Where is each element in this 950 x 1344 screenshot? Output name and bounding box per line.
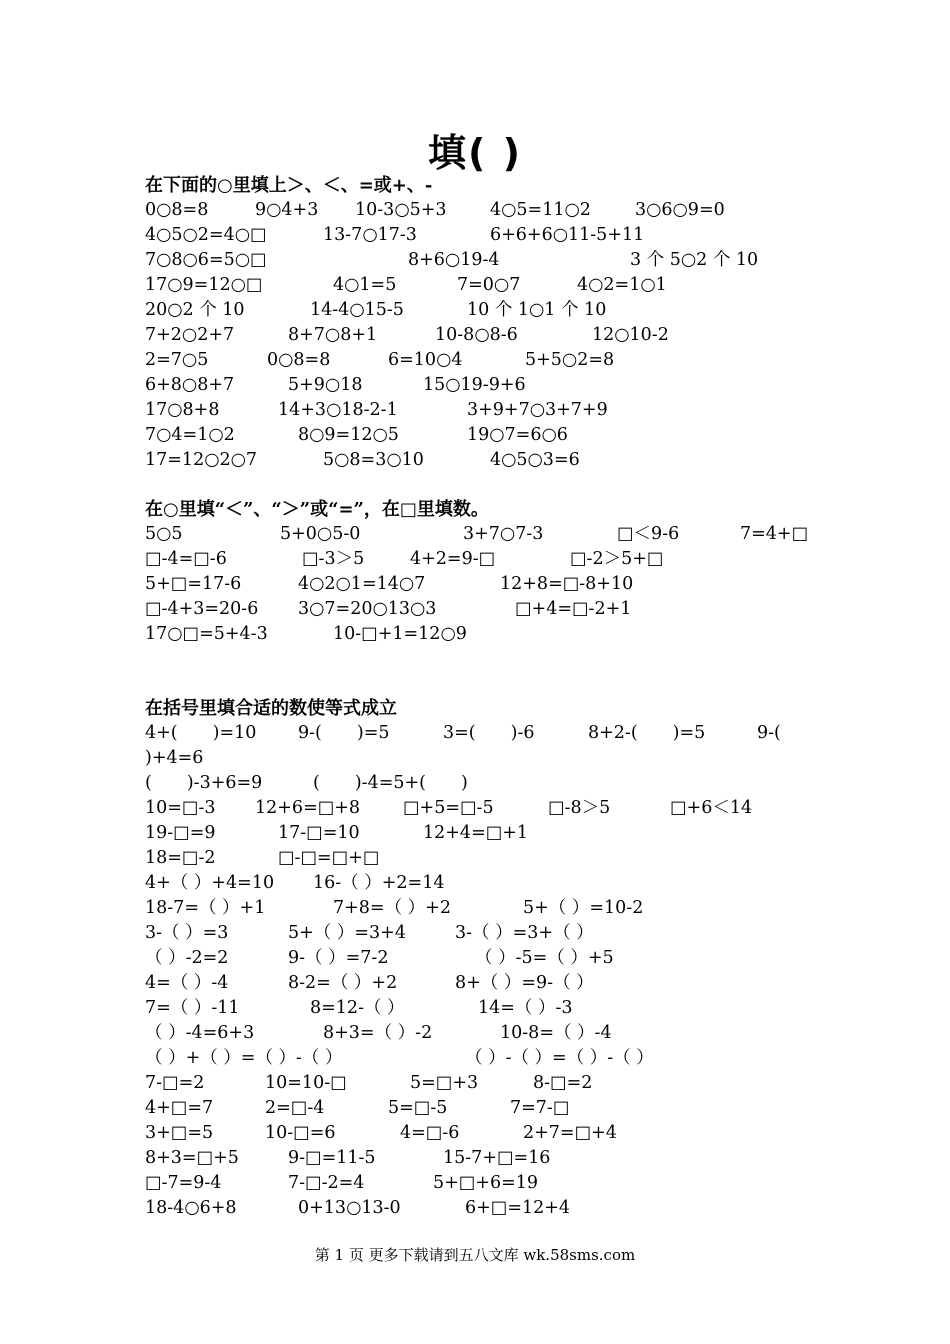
section-heading: 在下面的○里填上＞、＜、=或+、- [145, 175, 433, 196]
exercise-item: □＜9-6 [617, 524, 680, 544]
exercise-row [145, 597, 825, 622]
exercise-item: □+6＜14 [670, 798, 753, 818]
exercise-item: 8+3=（ ）-2 [323, 1023, 433, 1043]
exercise-item: 19-□=9 [145, 823, 216, 843]
exercise-item: □-3＞5 [302, 549, 365, 569]
exercise-row [145, 971, 825, 996]
exercise-row [145, 248, 825, 273]
exercise-row [145, 796, 825, 821]
exercise-item: 12+4=□+1 [423, 823, 529, 843]
exercise-row [145, 746, 825, 771]
exercise-row [145, 373, 825, 398]
exercise-row [145, 821, 825, 846]
exercise-item: 7+2○2+7 [145, 325, 235, 345]
exercise-item: 9-（ ）=7-2 [288, 948, 389, 968]
exercise-item: 5+□=17-6 [145, 574, 242, 594]
exercise-item: 5○8=3○10 [323, 450, 424, 470]
exercise-item: 4=（ ）-4 [145, 973, 229, 993]
exercise-item: 3=( )-6 [443, 723, 535, 743]
exercise-item: □+4=□-2+1 [515, 599, 632, 619]
exercise-item: 2+7=□+4 [523, 1123, 617, 1143]
exercise-item: 10 个 1○1 个 10 [467, 300, 607, 320]
exercise-item: 9-( )=5 [298, 723, 390, 743]
exercise-item: 7-□=2 [145, 1073, 205, 1093]
exercise-item: 8-□=2 [533, 1073, 593, 1093]
exercise-item: 18-4○6+8 [145, 1198, 237, 1218]
exercise-item: □-7=9-4 [145, 1173, 222, 1193]
exercise-row [145, 423, 825, 448]
exercise-item: 9-( [757, 723, 781, 743]
exercise-item: 4=□-6 [400, 1123, 460, 1143]
exercise-item: 14+3○18-2-1 [278, 400, 398, 420]
exercise-item: )+4=6 [145, 748, 204, 768]
exercise-row [145, 996, 825, 1021]
exercise-row [145, 223, 825, 248]
exercise-item: 4+( )=10 [145, 723, 257, 743]
exercise-item: 7=4+□ [740, 524, 809, 544]
exercise-item: 10-8○8-6 [435, 325, 518, 345]
exercise-item: ( )-4=5+( ) [313, 773, 468, 793]
exercise-item: 5○5 [145, 524, 183, 544]
exercise-item: 8-2=（ ）+2 [288, 973, 398, 993]
exercise-item: □-2＞5+□ [570, 549, 664, 569]
exercise-item: 3-（ ）=3 [145, 923, 229, 943]
exercise-row [145, 721, 825, 746]
section-heading: 在括号里填合适的数使等式成立 [145, 698, 397, 719]
exercise-item: 5+5○2=8 [525, 350, 615, 370]
exercise-item: □-4=□-6 [145, 549, 227, 569]
exercise-item: 16-（ ）+2=14 [313, 873, 445, 893]
exercise-row [145, 622, 825, 647]
exercise-item: 7○4=1○2 [145, 425, 235, 445]
exercise-item: 17-□=10 [278, 823, 360, 843]
exercise-item: 8=12-（ ） [310, 998, 405, 1018]
exercise-row [145, 871, 825, 896]
exercise-item: 5+9○18 [288, 375, 363, 395]
exercise-row [145, 572, 825, 597]
exercise-item: 13-7○17-3 [323, 225, 417, 245]
exercise-item: 12+8=□-8+10 [500, 574, 634, 594]
exercise-row [145, 348, 825, 373]
exercise-item: 8○9=12○5 [298, 425, 399, 445]
exercise-item: 10-□+1=12○9 [333, 624, 467, 644]
exercise-item: 10=□-3 [145, 798, 216, 818]
exercise-row [145, 323, 825, 348]
exercise-row [145, 846, 825, 871]
exercise-item: 6+□=12+4 [465, 1198, 571, 1218]
exercise-item: 0+13○13-0 [298, 1198, 401, 1218]
exercise-item: 0○8=8 [267, 350, 331, 370]
exercise-item: 17○8+8 [145, 400, 220, 420]
exercise-item: 7=0○7 [457, 275, 521, 295]
exercise-row [145, 1146, 825, 1171]
exercise-item: 17○□=5+4-3 [145, 624, 268, 644]
exercise-row [145, 946, 825, 971]
section-compare-fill-numbers [145, 497, 825, 647]
section-fill-parentheses [145, 696, 825, 1221]
exercise-item: 19○7=6○6 [467, 425, 568, 445]
exercise-item: 20○2 个 10 [145, 300, 245, 320]
exercise-row [145, 448, 825, 473]
exercise-item: 7+8=（ ）+2 [333, 898, 451, 918]
exercise-row [145, 1046, 825, 1071]
exercise-item: 17=12○2○7 [145, 450, 258, 470]
exercise-item: □+5=□-5 [403, 798, 494, 818]
exercise-item: （ ）-4=6+3 [145, 1023, 255, 1043]
exercise-item: 6+8○8+7 [145, 375, 235, 395]
exercise-item: 0○8=8 [145, 200, 209, 220]
exercise-item: 8+6○19-4 [408, 250, 500, 270]
exercise-item: 7=7-□ [510, 1098, 570, 1118]
exercise-item: 12+6=□+8 [255, 798, 361, 818]
exercise-item: 10-□=6 [265, 1123, 336, 1143]
exercise-item: （ ）-5=（ ）+5 [475, 948, 614, 968]
exercise-row [145, 398, 825, 423]
exercise-item: 8+7○8+1 [288, 325, 378, 345]
exercise-item: 9○4+3 [255, 200, 319, 220]
exercise-item: 2=□-4 [265, 1098, 325, 1118]
section-heading: 在○里填“＜”、“＞”或“=”，在□里填数。 [145, 499, 489, 520]
exercise-row [145, 273, 825, 298]
exercise-item: 17○9=12○□ [145, 275, 263, 295]
exercise-row [145, 1071, 825, 1096]
exercise-item: 12○10-2 [592, 325, 669, 345]
exercise-item: 8+3=□+5 [145, 1148, 239, 1168]
exercise-item: （ ）+（ ）=（ ）-（ ） [145, 1048, 343, 1068]
exercise-row [145, 298, 825, 323]
exercise-item: 4○5○2=4○□ [145, 225, 267, 245]
exercise-item: 14=（ ）-3 [478, 998, 573, 1018]
exercise-item: 15○19-9+6 [423, 375, 526, 395]
exercise-item: 4+（ ）+4=10 [145, 873, 275, 893]
exercise-row [145, 1021, 825, 1046]
exercise-item: 10=10-□ [265, 1073, 347, 1093]
exercise-item: 9-□=11-5 [288, 1148, 376, 1168]
exercise-item: 3 个 5○2 个 10 [630, 250, 759, 270]
exercise-item: 5+0○5-0 [280, 524, 361, 544]
exercise-row [145, 1171, 825, 1196]
exercise-item: 6=10○4 [388, 350, 463, 370]
exercise-item: 4○2=1○1 [577, 275, 667, 295]
exercise-row [145, 522, 825, 547]
exercise-item: ( )-3+6=9 [145, 773, 263, 793]
page-footer: 第 1 页 更多下载请到五八文库 wk.58sms.com [314, 1246, 636, 1264]
page-title: 填( ) [428, 131, 522, 175]
exercise-item: 3+9+7○3+7+9 [467, 400, 608, 420]
exercise-item: 8+（ ）=9-（ ） [455, 973, 594, 993]
exercise-item: 4○5○3=6 [490, 450, 580, 470]
exercise-item: 3+7○7-3 [463, 524, 544, 544]
exercise-item: □-8＞5 [548, 798, 611, 818]
exercise-item: 5+□+6=19 [433, 1173, 539, 1193]
exercise-row [145, 771, 825, 796]
exercise-item: 5+（ ）=10-2 [523, 898, 644, 918]
exercise-item: 7○8○6=5○□ [145, 250, 267, 270]
exercise-row [145, 1121, 825, 1146]
exercise-item: 18=□-2 [145, 848, 216, 868]
exercise-item: 7-□-2=4 [288, 1173, 365, 1193]
exercise-item: 5=□+3 [410, 1073, 479, 1093]
exercise-item: 4○5=11○2 [490, 200, 591, 220]
exercise-item: 10-3○5+3 [355, 200, 447, 220]
exercise-item: 5=□-5 [388, 1098, 448, 1118]
exercise-item: 14-4○15-5 [310, 300, 404, 320]
exercise-item: 4+2=9-□ [410, 549, 496, 569]
exercise-item: 7=（ ）-11 [145, 998, 240, 1018]
exercise-item: □-4+3=20-6 [145, 599, 259, 619]
exercise-item: （ ）-（ ）=（ ）-（ ） [465, 1048, 654, 1068]
exercise-item: 8+2-( )=5 [588, 723, 706, 743]
exercise-item: 3○7=20○13○3 [298, 599, 437, 619]
exercise-item: □-□=□+□ [278, 848, 380, 868]
exercise-item: 3+□=5 [145, 1123, 214, 1143]
exercise-item: 6+6+6○11-5+11 [490, 225, 645, 245]
section-compare-operators [145, 173, 825, 473]
exercise-item: 15-7+□=16 [443, 1148, 551, 1168]
exercise-row [145, 921, 825, 946]
exercise-row [145, 1096, 825, 1121]
exercise-item: （ ）-2=2 [145, 948, 229, 968]
exercise-item: 3○6○9=0 [635, 200, 725, 220]
exercise-item: 4○2○1=14○7 [298, 574, 426, 594]
exercise-row [145, 896, 825, 921]
exercise-item: 5+（ ）=3+4 [288, 923, 406, 943]
exercise-item: 4○1=5 [333, 275, 397, 295]
exercise-item: 3-（ ）=3+（ ） [455, 923, 594, 943]
exercise-row [145, 198, 825, 223]
exercise-row [145, 547, 825, 572]
exercise-item: 4+□=7 [145, 1098, 214, 1118]
exercise-item: 18-7=（ ）+1 [145, 898, 266, 918]
exercise-item: 2=7○5 [145, 350, 209, 370]
exercise-row [145, 1196, 825, 1221]
exercise-item: 10-8=（ ）-4 [500, 1023, 612, 1043]
